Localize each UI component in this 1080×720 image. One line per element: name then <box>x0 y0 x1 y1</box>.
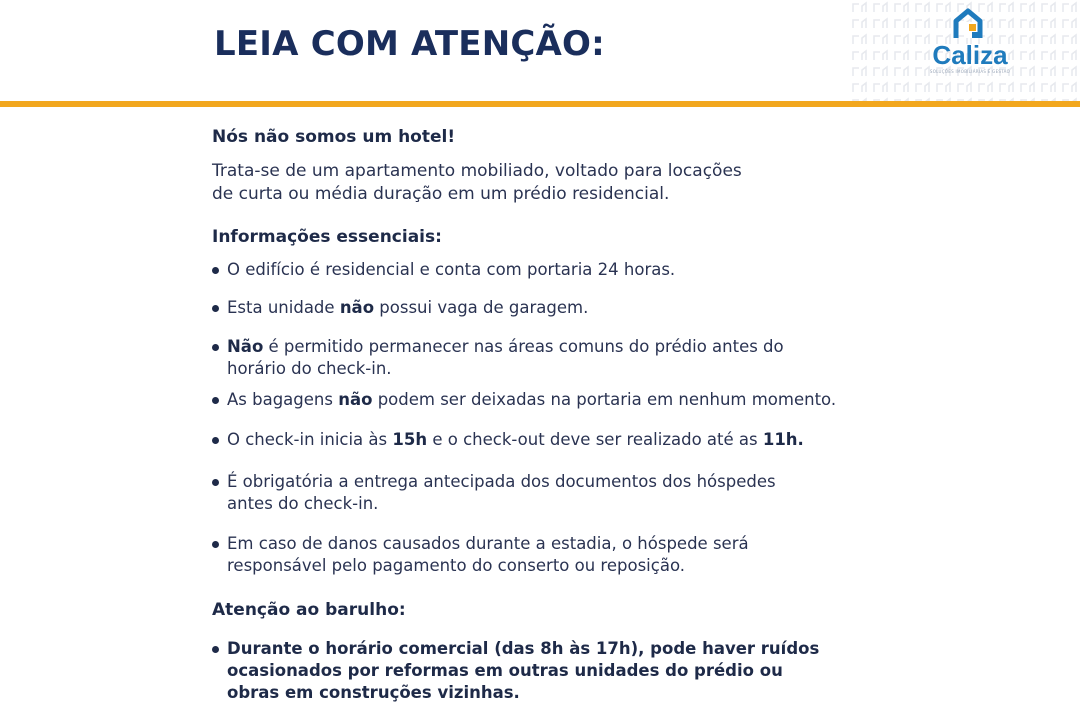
bullet-icon <box>212 541 219 548</box>
emphasis-text: Não <box>227 337 264 356</box>
list-item-line: As bagagens não podem ser deixadas na portaria em nenhum momento. <box>227 390 837 409</box>
essentials-heading: Informações essenciais: <box>212 227 442 247</box>
header <box>0 0 1080 104</box>
bullet-icon <box>212 267 219 274</box>
bullet-icon <box>212 437 219 444</box>
bullet-icon <box>212 344 219 351</box>
list-item-line: obras em construções vizinhas. <box>227 683 520 702</box>
list-item-line: ocasionados por reformas em outras unidades do prédio ou <box>227 661 783 680</box>
list-item-line: Não é permitido permanecer nas áreas comuns do prédio antes do <box>227 337 784 356</box>
noise-heading: Atenção ao barulho: <box>212 600 406 620</box>
page-title: LEIA COM ATENÇÃO: <box>214 24 605 64</box>
list-item-line: É obrigatória a entrega antecipada dos documentos dos hóspedes <box>227 472 776 491</box>
emphasis-text: não <box>338 390 373 409</box>
list-item-line: Durante o horário comercial (das 8h às 17h), pode haver ruídos <box>227 639 820 658</box>
list-item-line: responsável pelo pagamento do conserto ou reposição. <box>227 556 685 575</box>
logo-text: Caliza <box>932 40 1008 70</box>
accent-divider <box>0 101 1080 107</box>
intro-line-1: Trata-se de um apartamento mobiliado, voltado para locações <box>212 161 742 181</box>
emphasis-text: não <box>339 298 375 317</box>
intro-line-2: de curta ou média duração em um prédio residencial. <box>212 184 670 204</box>
emphasis-text: 15h <box>392 430 428 449</box>
bullet-icon <box>212 397 219 404</box>
intro-heading: Nós não somos um hotel! <box>212 127 456 147</box>
house-logo-icon <box>952 8 988 40</box>
emphasis-text: 11h. <box>762 430 804 449</box>
list-item-line: antes do check-in. <box>227 494 379 513</box>
bullet-icon <box>212 479 219 486</box>
caliza-logo <box>924 6 1016 72</box>
list-item-line: O edifício é residencial e conta com portaria 24 horas. <box>227 260 676 279</box>
bullet-icon <box>212 646 219 653</box>
list-item-line: Esta unidade não possui vaga de garagem. <box>227 298 589 317</box>
list-item-line: Em caso de danos causados durante a estadia, o hóspede será <box>227 534 749 553</box>
list-item-line: O check-in inicia às 15h e o check-out deve ser realizado até as 11h. <box>227 430 804 449</box>
list-item-line: horário do check-in. <box>227 359 392 378</box>
bullet-icon <box>212 305 219 312</box>
logo-tagline: SOLUÇÕES IMOBILIÁRIAS E GESTÃO <box>929 69 1011 74</box>
